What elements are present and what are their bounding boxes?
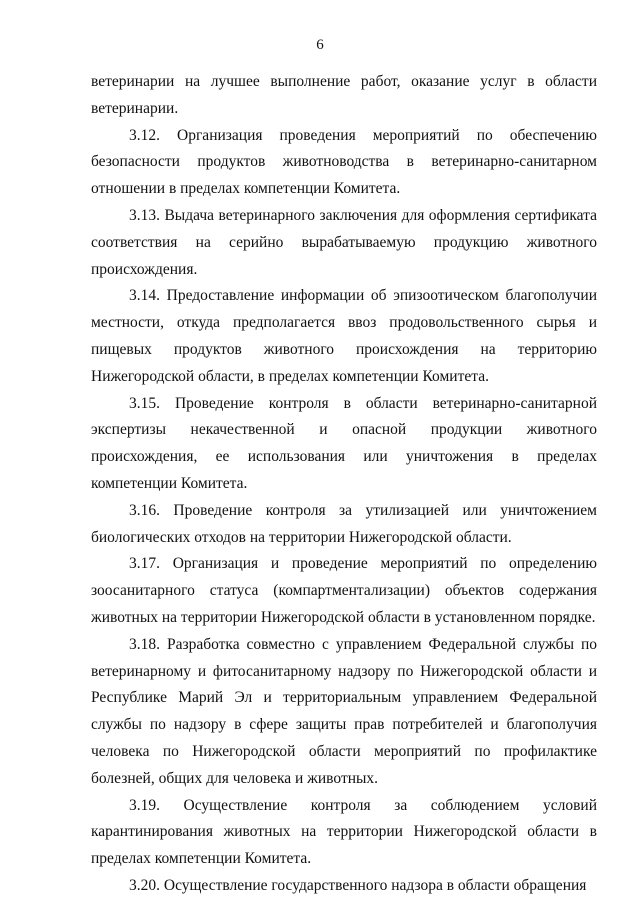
page-number: 6 <box>316 37 324 53</box>
paragraph-3-20: 3.20. Осуществление государственного надзора в области обращения <box>129 876 587 894</box>
document-body <box>91 69 597 900</box>
paragraph-continuation: ветеринарии на лучшее выполнение работ, оказание услуг в области ветеринарии. <box>91 73 597 117</box>
paragraph-3-17: 3.17. Организация и проведение мероприятий по определению зоосанитарного статуса (компартментализации) объектов содержания животных на территории Нижегородской области в установленном порядке. <box>91 555 597 626</box>
paragraph-3-14: 3.14. Предоставление информации об эпизоотическом благополучии местности, откуда предполагается ввоз продовольственного сырья и пищевых продуктов животного происхождения на территорию Нижегородской области, в пределах компетенции Комитета. <box>91 287 597 385</box>
paragraph-3-19: 3.19. Осуществление контроля за соблюдением условий карантинирования животных на территории Нижегородской области в пределах компетенции Комитета. <box>91 796 597 868</box>
paragraph-3-15: 3.15. Проведение контроля в области ветеринарно-санитарной экспертизы некачественной и опасной продукции животного происхождения, ее использования или уничтожения в пределах компетенции Комитета. <box>91 394 597 492</box>
paragraph-3-18: 3.18. Разработка совместно с управлением Федеральной службы по ветеринарному и фитосанитарному надзору по Нижегородской области и Республике Марий Эл и территориальным управлением Федеральной службы по надзору в сфере защиты прав потребителей и благополучия человека по Нижегородской области мероприятий по профилактике болезней, общих для человека и животных. <box>91 635 597 787</box>
paragraph-3-16: 3.16. Проведение контроля за утилизацией или уничтожением биологических отходов на территории Нижегородской области. <box>91 501 597 546</box>
paragraph-3-12: 3.12. Организация проведения мероприятий по обеспечению безопасности продуктов животноводства в ветеринарно-санитарном отношении в пределах компетенции Комитета. <box>91 126 597 198</box>
paragraph-3-13: 3.13. Выдача ветеринарного заключения для оформления сертификата соответствия на серийно вырабатываемую продукцию животного происхождения. <box>91 206 597 278</box>
